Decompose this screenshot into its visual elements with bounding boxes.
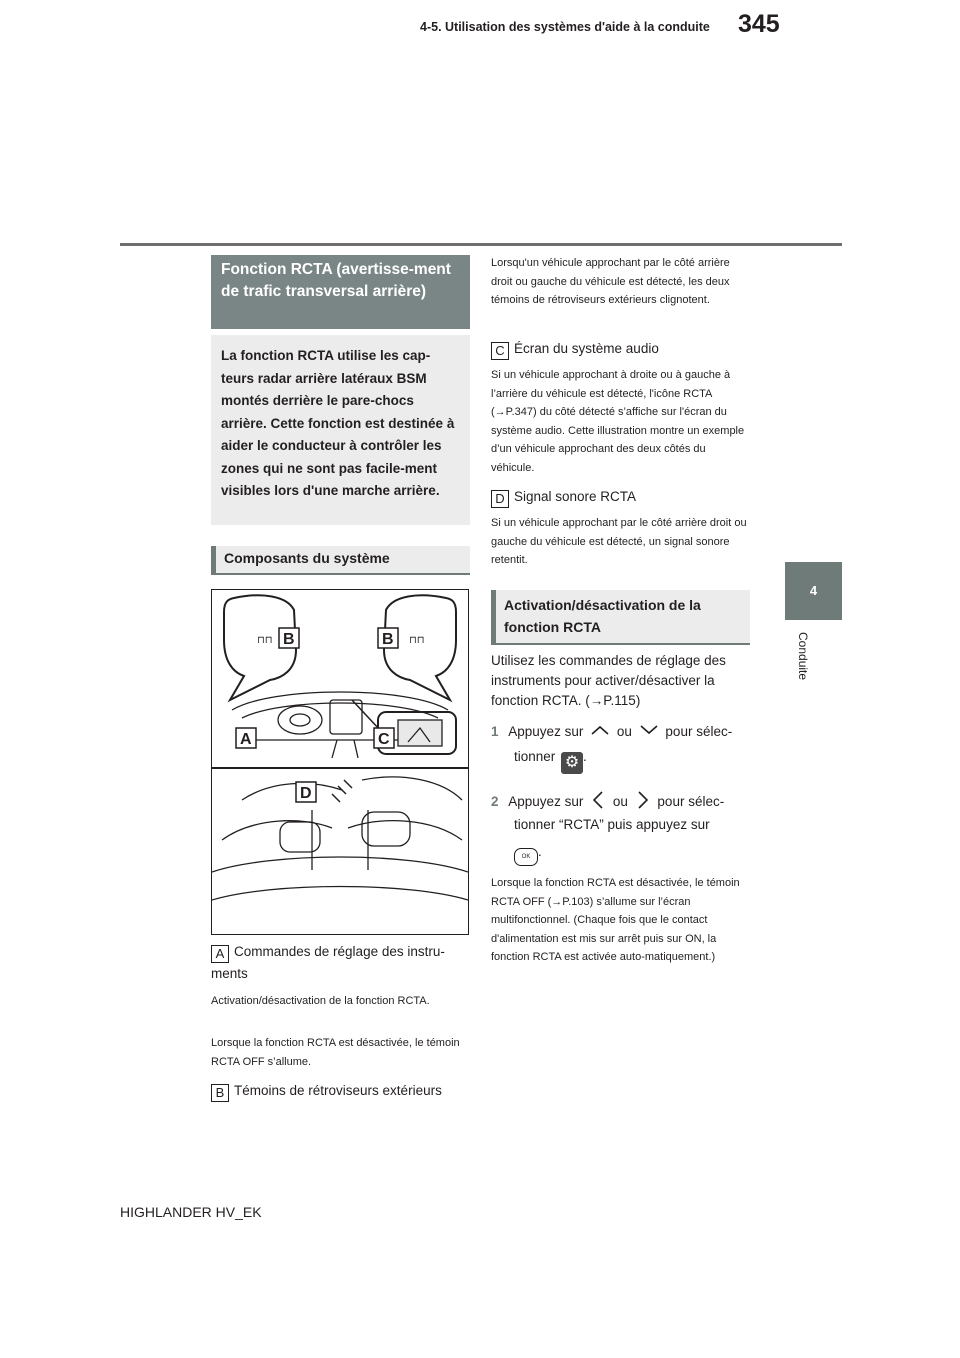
- step-2-line3: OK .: [514, 842, 574, 866]
- section-title-components: Composants du système: [211, 546, 470, 575]
- letter-c-box: C: [491, 342, 509, 360]
- step-1-line2: tionner ⚙ .: [514, 747, 754, 774]
- item-d-text: Si un véhicule approchant par le côté arrière droit ou gauche du véhicule est détecté, un signal sonore retentit.: [491, 517, 747, 566]
- item-b: [211, 1080, 469, 1102]
- step-1-number: 1: [491, 724, 499, 739]
- section-title-rcta: Fonction RCTA (avertisse-ment de trafic transversal arrière): [211, 255, 470, 329]
- letter-a-box: A: [211, 945, 229, 963]
- chapter-tab[interactable]: 4: [785, 562, 842, 620]
- step-2-number: 2: [491, 794, 499, 809]
- header-rule: [120, 243, 842, 246]
- chevron-left-icon[interactable]: [591, 790, 605, 810]
- item-a-title: Commandes de réglage des instru-ments: [211, 944, 445, 981]
- item-a-text-2: Lorsque la fonction RCTA est désactivée, le témoin RCTA OFF s’allume.: [211, 1037, 460, 1068]
- illus-label-c: C: [378, 731, 390, 748]
- item-a: [211, 941, 466, 985]
- step-2-text-b: pour sélec-: [657, 794, 725, 809]
- svg-text:⊓⊓: ⊓⊓: [257, 635, 273, 646]
- note-text: Lorsque la fonction RCTA est désactivée, le témoin RCTA OFF (→P.103) s’allume sur l’écran multifonctionnel. (Chaque fois que le contact d'alimentation est mis sur arrêt puis sur ON, la fonction RCTA est activée auto-matiquement.): [491, 877, 740, 963]
- svg-text:⊓⊓: ⊓⊓: [409, 635, 425, 646]
- item-d-title: Signal sonore RCTA: [514, 489, 637, 504]
- step-1: [491, 722, 753, 742]
- illus-label-d: D: [300, 785, 312, 802]
- item-c-text: Si un véhicule approchant à droite ou à gauche à l’arrière du véhicule est détecté, l'icône RCTA (→P.347) du côté détecté s’affiche sur l'écran du système audio. Cette illustration montre un exemple d’un véhicule approchant des deux côtés du véhicule.: [491, 369, 745, 474]
- item-b-text: Lorsqu'un véhicule approchant par le côté arrière droit ou gauche du véhicule est détecté, les deux témoins de rétroviseurs extérieurs clignotent.: [491, 257, 730, 306]
- section-title-activation: Activation/désactivation de la fonction RCTA: [491, 590, 750, 645]
- illustration-svg: [212, 590, 468, 934]
- item-c-title: Écran du système audio: [514, 341, 659, 356]
- item-c: [491, 338, 749, 360]
- step-2: [491, 790, 753, 812]
- letter-d-box: D: [491, 490, 509, 508]
- step-2-text-a: Appuyez sur: [508, 794, 584, 809]
- step-1-text-a: Appuyez sur: [508, 724, 584, 739]
- page-number: 345: [738, 10, 780, 38]
- step-1-text-b: pour sélec-: [665, 724, 733, 739]
- illus-label-b-right: B: [382, 631, 394, 648]
- activation-intro: Utilisez les commandes de réglage des instruments pour activer/désactiver la fonction RCTA. (→P.115): [491, 653, 726, 708]
- illus-label-a: A: [240, 731, 252, 748]
- item-b-title: Témoins de rétroviseurs extérieurs: [234, 1083, 442, 1098]
- chevron-up-icon[interactable]: [590, 724, 610, 736]
- illus-label-b-left: B: [283, 631, 295, 648]
- item-a-text-1: Activation/désactivation de la fonction RCTA.: [211, 995, 430, 1007]
- gear-icon[interactable]: ⚙: [561, 752, 583, 774]
- step-2-or: ou: [612, 794, 628, 809]
- letter-b-box: B: [211, 1084, 229, 1102]
- chapter-tab-label: Conduite: [796, 632, 810, 681]
- system-illustration: [211, 589, 469, 935]
- item-d: [491, 486, 749, 508]
- footer-model: HIGHLANDER HV_EK: [120, 1204, 262, 1220]
- step-1-or: ou: [616, 724, 632, 739]
- step-2-line2: tionner “RCTA” puis appuyez sur: [514, 817, 710, 832]
- chevron-down-icon[interactable]: [639, 724, 659, 736]
- chapter-title: 4-5. Utilisation des systèmes d'aide à la conduite: [420, 20, 710, 34]
- step-1-text-c: tionner: [514, 749, 556, 764]
- ok-button-icon[interactable]: OK: [514, 848, 538, 866]
- chevron-right-icon[interactable]: [636, 790, 650, 810]
- intro-text: La fonction RCTA utilise les cap-teurs radar arrière latéraux BSM montés derrière le pare-chocs arrière. Cette fonction est destinée à aider le conducteur à contrôler les zones qui ne sont pas facile-ment visibles lors d'une marche arrière.: [211, 335, 470, 525]
